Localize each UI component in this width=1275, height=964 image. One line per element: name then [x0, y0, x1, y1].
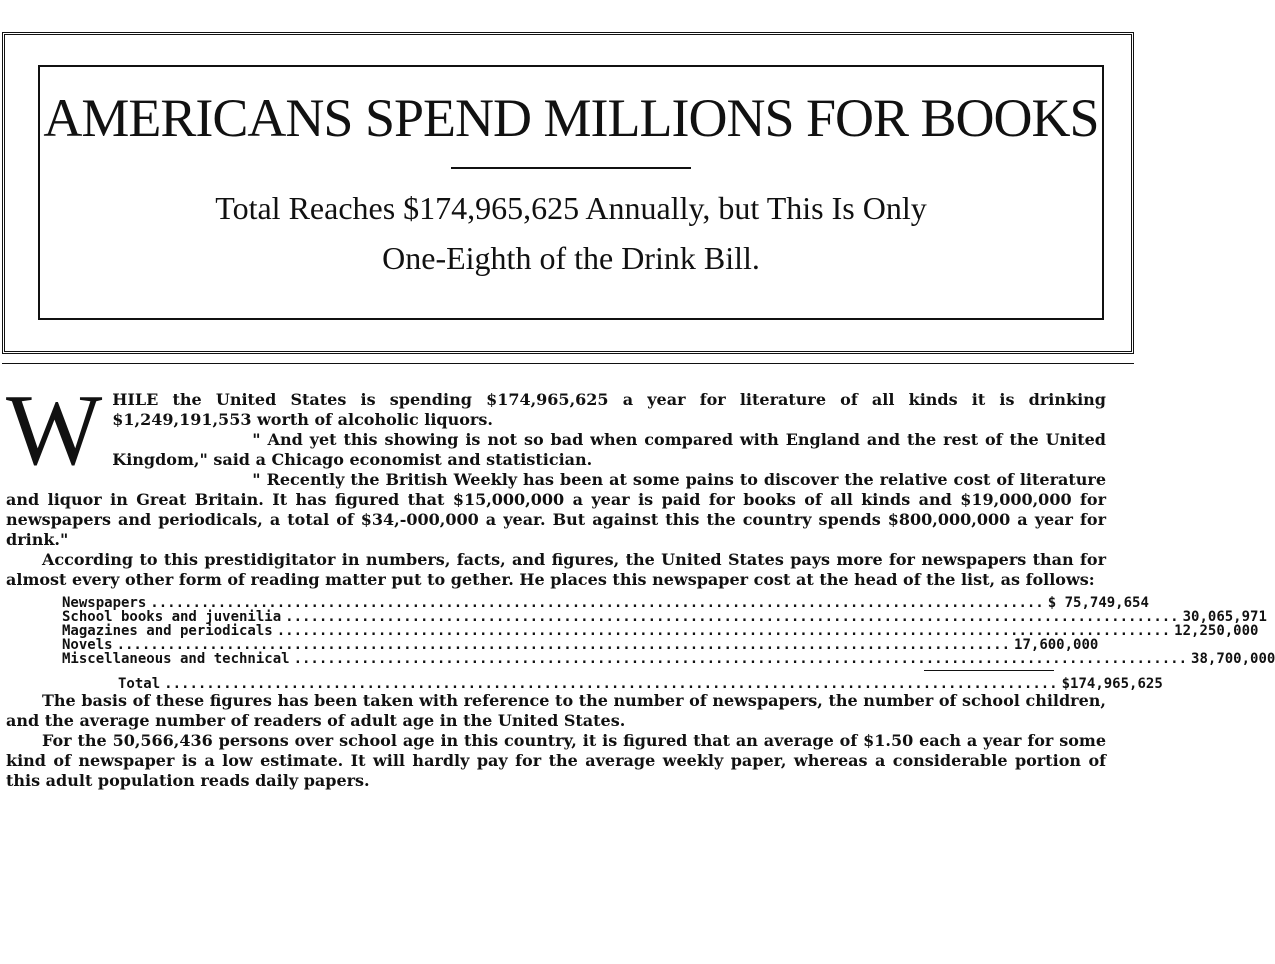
leader-dots: .......................................................................................................... [293, 651, 1188, 667]
row-label: Novels [62, 637, 113, 653]
paragraph-5: The basis of these figures has been taken with reference to the number of newspapers, the number of school children, and the average number of readers of adult age in the United States. [6, 691, 1106, 730]
paragraph-4: According to this prestidigitator in numbers, facts, and figures, the United States pays more for newspapers than for almost every other form of reading matter put to gether. He places this newspaper cost at the head of the list, as follows: [6, 550, 1106, 589]
headline: AMERICANS SPEND MILLIONS FOR BOOKS [43, 88, 1099, 148]
paragraph-2: " And yet this showing is not so bad when compared with England and the rest of the United Kingdom," said a Chicago economist and statistician. [112, 430, 1106, 469]
table-row [62, 637, 1099, 653]
paragraph-3: " Recently the British Weekly has been at some pains to discover the relative cost of literature and liquor in Great Britain. It has figured that $15,000,000 a year is paid for books of all kinds and $19,000,000 for newspapers and periodicals, a total of $34,-000,000 a year. But against this the country spends $800,000,000 a year for drink." [6, 470, 1106, 549]
row-label: Newspapers [62, 595, 147, 611]
total-label: Total [118, 676, 161, 692]
row-amount: 17,600,000 [1014, 637, 1099, 653]
leader-dots: .......................................................................................................... [285, 609, 1179, 625]
leader-dots: .......................................................................................................... [164, 676, 1058, 692]
row-label: School books and juvenilia [62, 609, 282, 625]
table-row [62, 595, 1149, 611]
table-row [62, 651, 1275, 667]
leader-dots: .......................................................................................................... [276, 623, 1171, 639]
subhead-line-1: Total Reaches $174,965,625 Annually, but This Is Only [215, 190, 927, 226]
sum-rule [924, 670, 1054, 671]
subheadline [40, 183, 1102, 283]
subhead-line-2: One-Eighth of the Drink Bill. [382, 240, 760, 276]
table-total-row [62, 676, 1163, 692]
table-row [62, 609, 1267, 625]
article-body [6, 374, 1275, 791]
spending-table [62, 595, 1275, 692]
row-label: Miscellaneous and technical [62, 651, 290, 667]
row-amount: $ 75,749,654 [1047, 595, 1149, 611]
total-amount: $174,965,625 [1061, 676, 1163, 692]
paragraph-1: HILE the United States is spending $174,965,625 a year for literature of all kinds it is drinking $1,249,191,553 worth of alcoholic liquors. [112, 390, 1106, 429]
leader-dots: .......................................................................................................... [150, 595, 1044, 611]
paragraph-6: For the 50,566,436 persons over school age in this country, it is figured that an average of $1.50 each a year for some kind of newspaper is a low estimate. It will hardly pay for the average weekly paper, whereas a considerable portion of this adult population reads daily papers. [6, 731, 1106, 790]
headline-divider [451, 167, 691, 169]
drop-cap: W [6, 374, 103, 487]
leader-dots: .......................................................................................................... [116, 637, 1011, 653]
headline-box [38, 65, 1104, 320]
table-row [62, 623, 1259, 639]
row-amount: 30,065,971 [1182, 609, 1267, 625]
row-amount: 12,250,000 [1174, 623, 1259, 639]
header-bottom-rule [2, 363, 1134, 364]
row-label: Magazines and periodicals [62, 623, 273, 639]
row-amount: 38,700,000 [1191, 651, 1275, 667]
